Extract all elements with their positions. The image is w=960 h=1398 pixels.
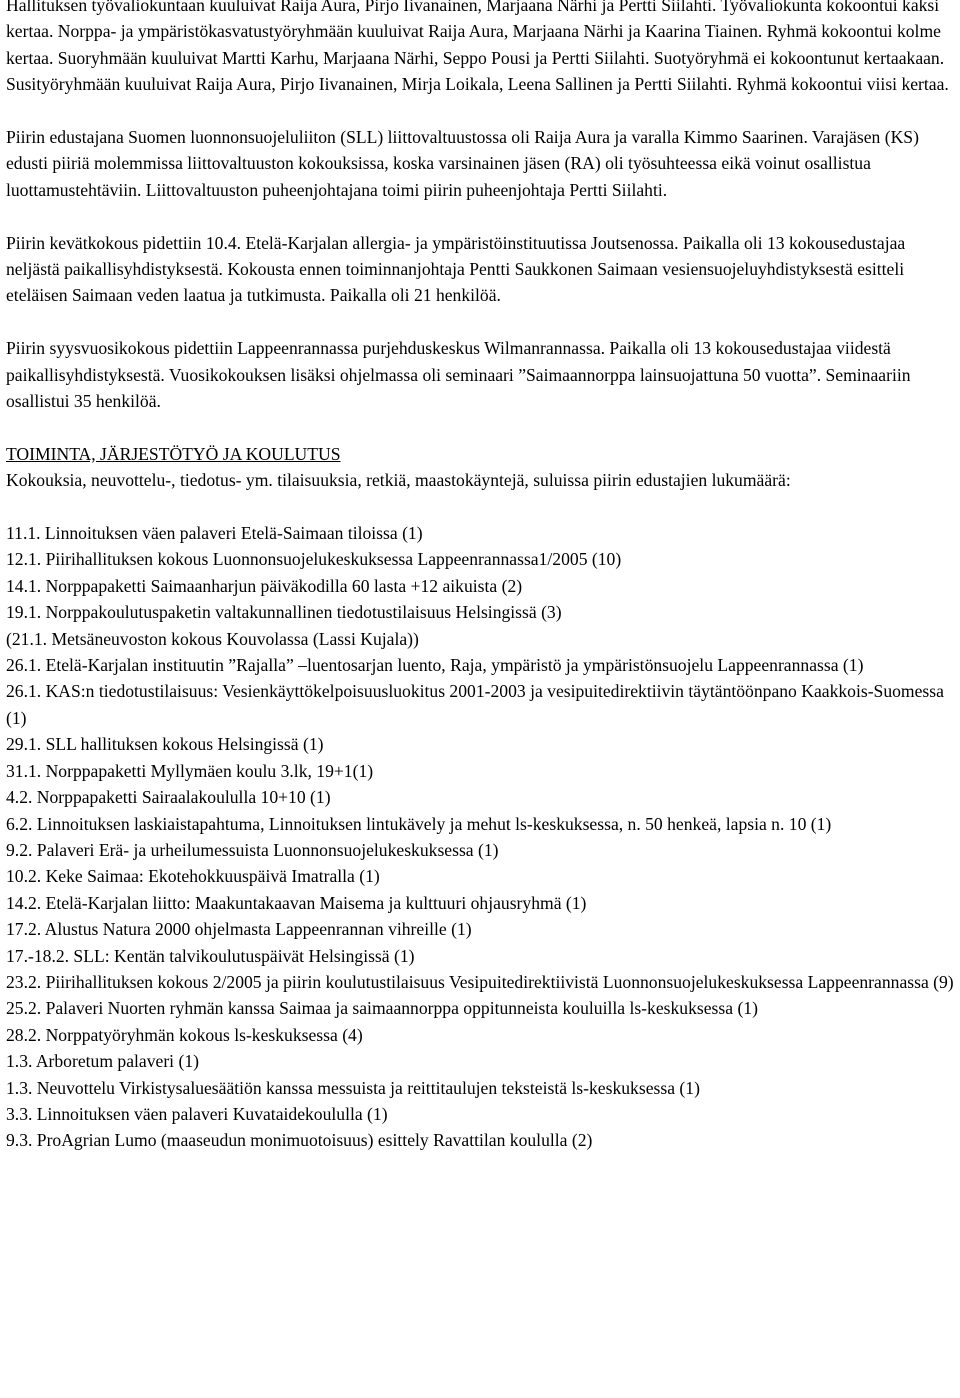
list-item: 17.2. Alustus Natura 2000 ohjelmasta Lappeenrannan vihreille (1) <box>6 919 472 940</box>
list-item: (21.1. Metsäneuvoston kokous Kouvolassa (Lassi Kujala)) <box>6 628 419 649</box>
paragraph-autumn-meeting: Piirin syysvuosikokous pidettiin Lappeenrannassa purjehduskeskus Wilmanrannassa. Paikalla oli 13 kokousedustajaa viidestä paikallisyhdistyksestä. Vuosikokouksen lisäksi ohjelmassa oli seminaari ”Saimaannorppa lainsuojattuna 50 vuotta”. Seminaariin osallistui 35 henkilöä. <box>6 338 911 412</box>
paragraph-working-groups: Hallituksen työvaliokuntaan kuuluivat Raija Aura, Pirjo Iivanainen, Marjaana Närhi ja Pertti Siilahti. Työvaliokunta kokoontui kaksi kertaa. Norppa- ja ympäristökasvatustyöryhmään kuuluivat Raija Aura, Marjaana Närhi ja Kaarina Tiainen. Ryhmä kokoontui kolme kertaa. Suoryhmään kuuluivat Martti Karhu, Marjaana Närhi, Seppo Pousi ja Pertti Siilahti. Suotyöryhmä ei kokoontunut kertaakaan. Susityöryhmään kuuluivat Raija Aura, Pirjo Iivanainen, Mirja Loikala, Leena Sallinen ja Pertti Siilahti. Ryhmä kokoontui viisi kertaa. <box>6 0 949 95</box>
list-item: 4.2. Norppapaketti Sairaalakoululla 10+10 (1) <box>6 787 331 808</box>
list-item: 29.1. SLL hallituksen kokous Helsingissä (1) <box>6 734 324 755</box>
list-item: 23.2. Piirihallituksen kokous 2/2005 ja piirin koulutustilaisuus Vesipuitedirektiivistä Luonnonsuojelukeskuksessa Lappeenrannassa (9) <box>6 971 954 992</box>
event-list <box>6 520 958 1154</box>
list-item: 26.1. Etelä-Karjalan instituutin ”Rajalla” –luentosarjan luento, Raja, ympäristö ja ympäristönsuojelu Lappeenrannassa (1) <box>6 655 864 676</box>
list-item: 25.2. Palaveri Nuorten ryhmän kanssa Saimaa ja saimaannorppa oppitunneista kouluilla ls-keskuksessa (1) <box>6 998 758 1019</box>
list-item: 14.1. Norppapaketti Saimaanharjun päiväkodilla 60 lasta +12 aikuista (2) <box>6 575 523 596</box>
section-heading: TOIMINTA, JÄRJESTÖTYÖ JA KOULUTUS <box>6 443 341 464</box>
section-intro: Kokouksia, neuvottelu-, tiedotus- ym. tilaisuuksia, retkiä, maastokäyntejä, suluissa piirin edustajien lukumäärä: <box>6 470 791 491</box>
list-item: 12.1. Piirihallituksen kokous Luonnonsuojelukeskuksessa Lappeenrannassa1/2005 (10) <box>6 549 622 570</box>
list-item: 9.2. Palaveri Erä- ja urheilumessuista Luonnonsuojelukeskuksessa (1) <box>6 839 499 860</box>
list-item: 14.2. Etelä-Karjalan liitto: Maakuntakaavan Maisema ja kulttuuri ohjausryhmä (1) <box>6 892 587 913</box>
list-item: 17.-18.2. SLL: Kentän talvikoulutuspäivät Helsingissä (1) <box>6 945 415 966</box>
list-item: 26.1. KAS:n tiedotustilaisuus: Vesienkäyttökelpoisuusluokitus 2001-2003 ja vesipuitedirektiivin täytäntöönpano Kaakkois-Suomessa (1) <box>6 681 944 728</box>
list-item: 1.3. Neuvottelu Virkistysaluesäätiön kanssa messuista ja reittitaulujen teksteistä ls-keskuksessa (1) <box>6 1077 700 1098</box>
list-item: 10.2. Keke Saimaa: Ekotehokkuuspäivä Imatralla (1) <box>6 866 380 887</box>
paragraph-federal-council: Piirin edustajana Suomen luonnonsuojeluliiton (SLL) liittovaltuustossa oli Raija Aura ja varalla Kimmo Saarinen. Varajäsen (KS) edusti piiriä molemmissa liittovaltuuston kokouksissa, koska varsinainen jäsen (RA) oli työsuhteessa eikä voinut osallistua luottamustehtäviin. Liittovaltuuston puheenjohtajana toimi piirin puheenjohtaja Pertti Siilahti. <box>6 127 919 200</box>
list-item: 31.1. Norppapaketti Myllymäen koulu 3.lk, 19+1(1) <box>6 760 374 781</box>
list-item: 9.3. ProAgrian Lumo (maaseudun monimuotoisuus) esittely Ravattilan koululla (2) <box>6 1130 593 1151</box>
list-item: 1.3. Arboretum palaveri (1) <box>6 1051 199 1072</box>
list-item: 11.1. Linnoituksen väen palaveri Etelä-Saimaan tiloissa (1) <box>6 523 423 544</box>
list-item: 6.2. Linnoituksen laskiaistapahtuma, Linnoituksen lintukävely ja mehut ls-keskuksessa, n. 50 henkeä, lapsia n. 10 (1) <box>6 813 832 834</box>
list-item: 3.3. Linnoituksen väen palaveri Kuvataidekoululla (1) <box>6 1103 388 1124</box>
paragraph-spring-meeting: Piirin kevätkokous pidettiin 10.4. Etelä-Karjalan allergia- ja ympäristöinstituutissa Joutsenossa. Paikalla oli 13 kokousedustajaa neljästä paikallisyhdistyksestä. Kokousta ennen toiminnanjohtaja Pentti Saukkonen Saimaan vesiensuojeluyhdistyksestä esitteli eteläisen Saimaan veden laatua ja tutkimusta. Paikalla oli 21 henkilöä. <box>6 232 906 306</box>
list-item: 28.2. Norppatyöryhmän kokous ls-keskuksessa (4) <box>6 1024 363 1045</box>
list-item: 19.1. Norppakoulutuspaketin valtakunnallinen tiedotustilaisuus Helsingissä (3) <box>6 602 562 623</box>
